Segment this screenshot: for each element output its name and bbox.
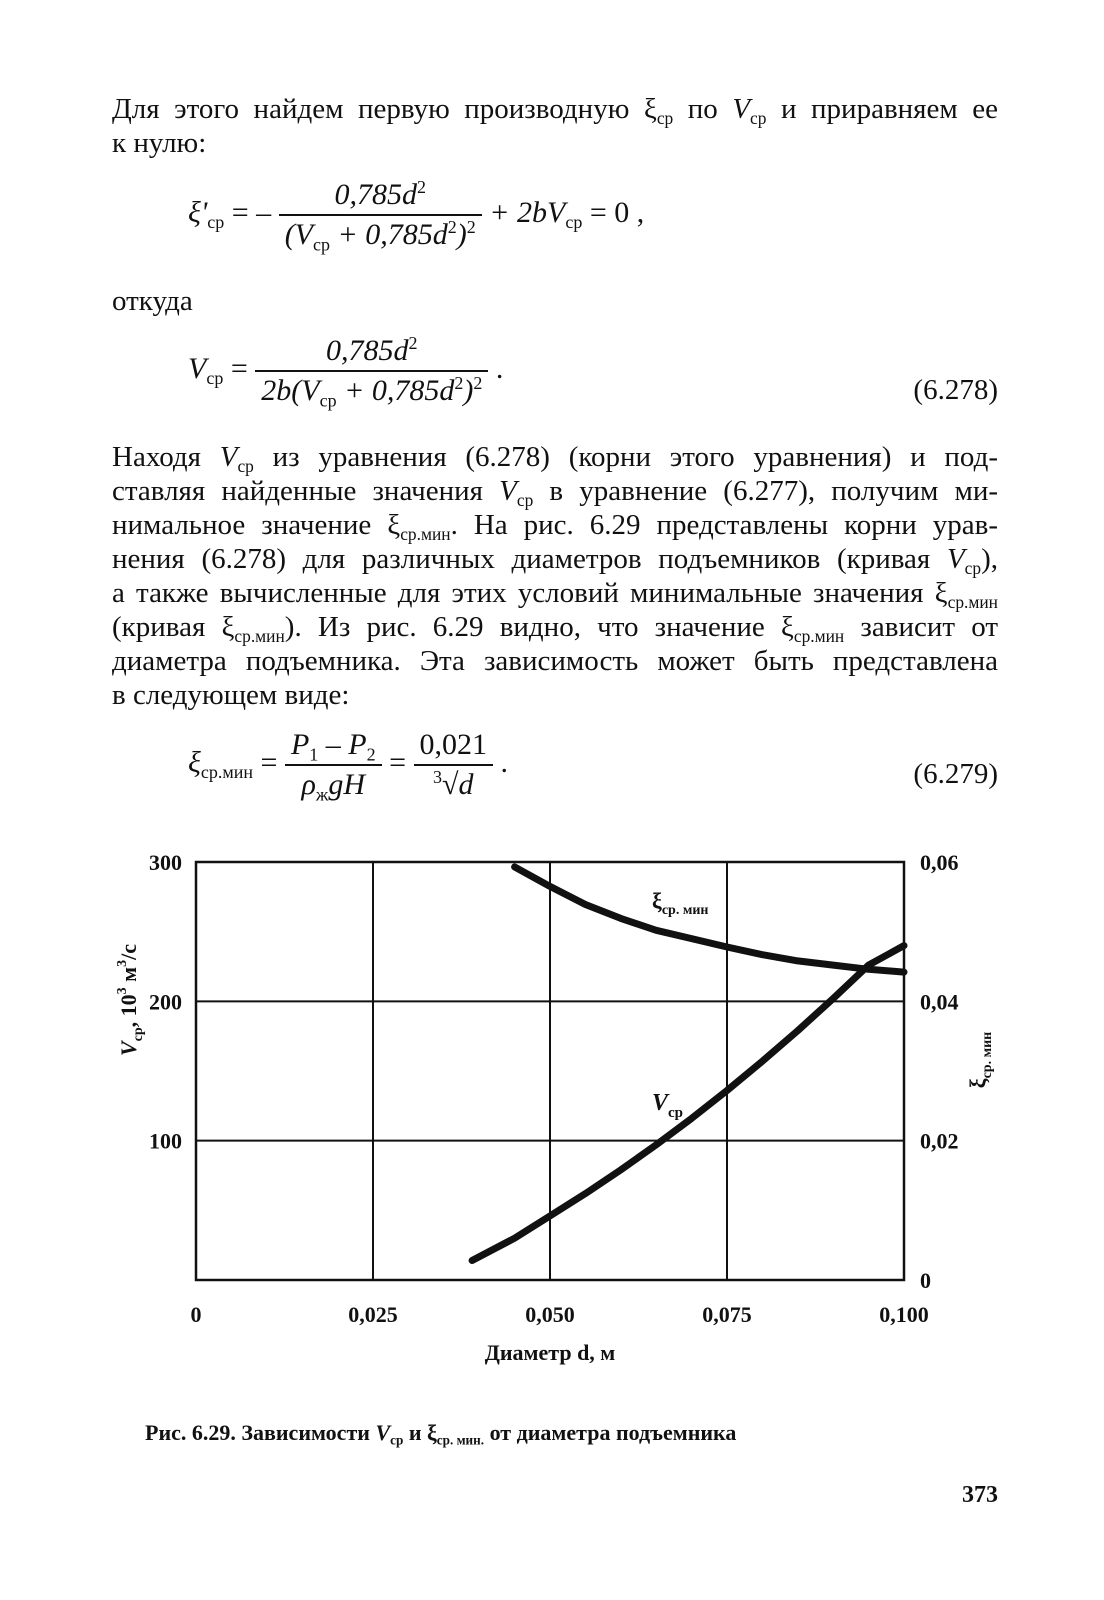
series-line-v-sr [472,946,904,1261]
fraction: $\frac{0,021}{^3√d}$ [414,728,494,802]
x-tick-label: 0,025 [348,1302,398,1327]
text-line: ставляя найденные значения $V_{ср}$ в уравнение (6.277), получим ми- [112,475,998,511]
text-line: нимальное значение $\xi_{ср.мин}$. На рис. 6.29 представлены корни урав- [112,509,998,545]
equation-6-278: $V_{ср}$ = $\frac{0,785d^2}{2b(V_{ср} + 0,785d^2)^2}$ . [188,333,504,411]
x-tick-label: 0,100 [879,1302,929,1327]
y-left-axis-label: $V_{ср}$, $10^3$ $м^3/с$ [115,943,146,1057]
y-left-tick-label: 100 [149,1128,182,1154]
y-right-tick-label: 0 [920,1268,931,1293]
text-line: нения (6.278) для различных диаметров подъемников (кривая $V_{ср}$), [112,543,998,579]
y-left-tick-label: 300 [149,850,182,875]
text-line: а также вычисленные для этих условий минимальные значения $\xi_{ср.мин}$ [112,577,998,613]
y-right-tick-label: 0,02 [920,1128,959,1154]
series-line-xi-sr-min [515,867,904,972]
text-line: в следующем виде: [112,679,350,711]
figure-caption: Рис. 6.29. Зависимости $V_{ср}$ и $\xi_{ср. мин.}$ от диаметра подъемника [145,1420,737,1448]
x-tick-label: 0,075 [702,1302,752,1327]
x-tick-label: 0 [190,1302,202,1327]
fraction: $\frac{0,785d^2}{(V_{ср} + 0,785d^2)^2}$ [279,178,482,252]
text-line: диаметра подъемника. Эта зависимость может быть представлена [112,645,998,677]
text-otkuda: откуда [112,285,193,317]
equation-derivative: $\xi'_{ср}$ = – $\frac{0,785d^2}{(V_{ср} + 0,785d^2)^2}$ + $2bV_{ср} = 0$ , [188,177,645,255]
equation-number: (6.278) [913,374,998,406]
y-right-tick-label: 0,06 [920,850,959,875]
equation-6-279: $\xi_{ср.мин}$ = $\frac{P_1 - P_2}{\rho_жgH}$ = $\frac{0,021}{^3√d}$ . [188,728,509,805]
text-line: (кривая $\xi_{ср.мин}$). Из рис. 6.29 видно, что значение $\xi_{ср.мин}$ зависит от [112,611,999,647]
series-label-xi-sr-min: $\xi_{ср. мин}$ [652,888,709,918]
fraction: $\frac{P_1 - P_2}{\rho_жgH}$ [285,728,382,802]
page-number: 373 [962,1482,998,1508]
text-line: к нулю: [112,127,207,159]
equation-number: (6.279) [913,758,998,790]
fraction: $\frac{0,785d^2}{2b(V_{ср} + 0,785d^2)^2}$ [255,334,488,408]
x-tick-label: 0,050 [525,1302,575,1327]
text-line: Для этого найдем первую производную $\xi_{ср}$ по $V_{ср}$ и приравняем ее [112,93,998,129]
text-line: Находя $V_{ср}$ из уравнения (6.278) (корни этого уравнения) и под- [112,441,999,477]
x-axis-label: Диаметр d, м [484,1340,616,1365]
y-right-tick-label: 0,04 [920,989,959,1015]
y-right-axis-label: $\xi_{ср. мин}$ [965,1031,995,1089]
series-label-v-sr: $V_{ср}$ [652,1090,684,1121]
y-left-tick-label: 200 [149,989,182,1015]
